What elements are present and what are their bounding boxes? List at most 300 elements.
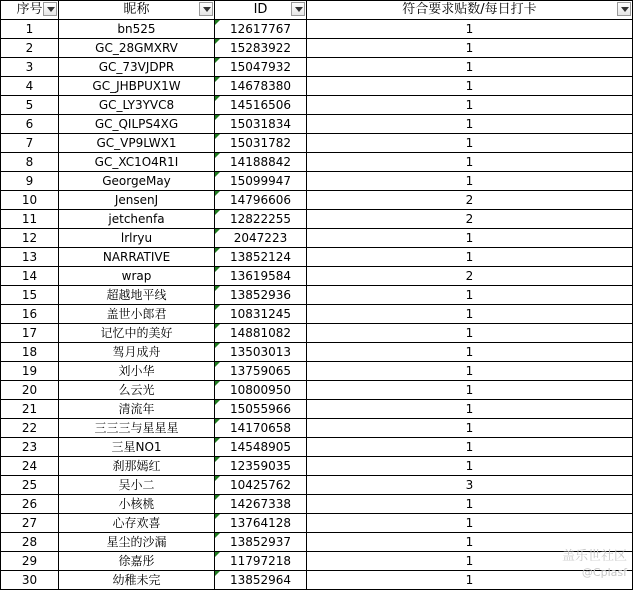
count-cell[interactable] (307, 381, 633, 400)
id-cell-text: 12822255 (229, 212, 292, 226)
nickname-cell-text: 盖世小郎君 (106, 307, 167, 321)
count-cell[interactable] (307, 267, 633, 286)
table-row (1, 533, 633, 552)
nickname-cell-text: 星尘的沙漏 (106, 535, 167, 549)
id-cell-text: 13852937 (229, 535, 292, 549)
table-row (1, 514, 633, 533)
number-as-text-indicator-icon (215, 229, 220, 234)
seq-cell[interactable] (1, 96, 59, 115)
number-as-text-indicator-icon (215, 400, 220, 405)
table-row (1, 571, 633, 590)
seq-cell-text: 30 (21, 573, 38, 587)
seq-cell-text: 13 (21, 250, 38, 264)
nickname-cell[interactable] (59, 96, 215, 115)
seq-cell[interactable] (1, 191, 59, 210)
id-cell-text: 12617767 (229, 22, 292, 36)
seq-cell[interactable] (1, 39, 59, 58)
id-cell-text: 15031782 (229, 136, 292, 150)
seq-cell[interactable] (1, 77, 59, 96)
id-cell-text: 15031834 (229, 117, 292, 131)
count-cell-text: 2 (465, 212, 474, 226)
filter-dropdown-seq-icon[interactable] (43, 2, 57, 16)
count-cell-text: 1 (465, 440, 474, 454)
id-cell-text: 15099947 (229, 174, 292, 188)
count-cell-text: 1 (465, 307, 474, 321)
nickname-cell-text: 心存欢喜 (112, 516, 161, 530)
nickname-cell[interactable] (59, 495, 215, 514)
count-cell-text: 1 (465, 250, 474, 264)
id-cell[interactable] (215, 305, 307, 324)
table-row (1, 172, 633, 191)
count-cell-text: 1 (465, 364, 474, 378)
id-cell-text: 13503013 (229, 345, 292, 359)
id-cell-text: 14267338 (229, 497, 292, 511)
table-row (1, 77, 633, 96)
seq-cell-text: 19 (21, 364, 38, 378)
count-cell-text: 1 (465, 155, 474, 169)
number-as-text-indicator-icon (215, 571, 220, 576)
number-as-text-indicator-icon (215, 172, 220, 177)
nickname-cell[interactable] (59, 305, 215, 324)
seq-cell[interactable] (1, 210, 59, 229)
seq-cell[interactable] (1, 495, 59, 514)
header-row (1, 1, 633, 20)
nickname-cell[interactable] (59, 457, 215, 476)
id-cell[interactable] (215, 476, 307, 495)
count-cell-text: 2 (465, 269, 474, 283)
id-cell-text: 14548905 (229, 440, 292, 454)
seq-cell[interactable] (1, 229, 59, 248)
count-cell-text: 1 (465, 497, 474, 511)
number-as-text-indicator-icon (215, 20, 220, 25)
seq-cell-text: 18 (21, 345, 38, 359)
id-cell-text: 13852936 (229, 288, 292, 302)
count-cell[interactable] (307, 191, 633, 210)
seq-cell[interactable] (1, 267, 59, 286)
nickname-cell-text: GC_VP9LWX1 (96, 136, 177, 150)
id-cell-text: 14881082 (229, 326, 292, 340)
nickname-cell-text: 刹那嫣红 (112, 459, 161, 473)
seq-cell[interactable] (1, 552, 59, 571)
number-as-text-indicator-icon (215, 134, 220, 139)
nickname-cell-text: jetchenfa (108, 212, 165, 226)
nickname-cell-text: NARRATIVE (102, 250, 171, 264)
nickname-cell-text: 么云光 (118, 383, 155, 397)
table-row (1, 324, 633, 343)
seq-cell[interactable] (1, 134, 59, 153)
count-cell[interactable] (307, 172, 633, 191)
nickname-cell-text: 清流年 (118, 402, 155, 416)
id-cell[interactable] (215, 362, 307, 381)
number-as-text-indicator-icon (215, 552, 220, 557)
nickname-cell[interactable] (59, 343, 215, 362)
count-cell-text: 1 (465, 174, 474, 188)
nickname-cell-text: GC_73VJDPR (98, 60, 175, 74)
nickname-cell-text: GC_LY3YVC8 (98, 98, 175, 112)
count-cell-text: 1 (465, 554, 474, 568)
id-cell-text: 15047932 (229, 60, 292, 74)
count-cell[interactable] (307, 77, 633, 96)
nickname-cell-text: GC_28GMXRV (95, 41, 178, 55)
count-cell-text: 1 (465, 421, 474, 435)
number-as-text-indicator-icon (215, 191, 220, 196)
count-cell[interactable] (307, 457, 633, 476)
count-cell[interactable] (307, 324, 633, 343)
count-cell[interactable] (307, 153, 633, 172)
header-nickname-cell (59, 1, 215, 20)
count-cell[interactable] (307, 20, 633, 39)
seq-cell[interactable] (1, 362, 59, 381)
nickname-cell[interactable] (59, 77, 215, 96)
id-cell[interactable] (215, 457, 307, 476)
number-as-text-indicator-icon (215, 476, 220, 481)
seq-cell[interactable] (1, 457, 59, 476)
id-cell-text: 13852964 (229, 573, 292, 587)
number-as-text-indicator-icon (215, 267, 220, 272)
count-cell[interactable] (307, 343, 633, 362)
count-cell[interactable] (307, 476, 633, 495)
header-id-cell (215, 1, 307, 20)
nickname-cell[interactable] (59, 153, 215, 172)
count-cell[interactable] (307, 210, 633, 229)
seq-cell-text: 1 (25, 22, 34, 36)
count-cell[interactable] (307, 248, 633, 267)
table-row (1, 552, 633, 571)
seq-cell[interactable] (1, 419, 59, 438)
id-cell-text: 13764128 (229, 516, 292, 530)
count-cell[interactable] (307, 400, 633, 419)
table-row (1, 381, 633, 400)
count-cell[interactable] (307, 229, 633, 248)
id-cell[interactable] (215, 514, 307, 533)
count-cell[interactable] (307, 134, 633, 153)
number-as-text-indicator-icon (215, 96, 220, 101)
count-cell-text: 2 (465, 193, 474, 207)
seq-cell[interactable] (1, 533, 59, 552)
number-as-text-indicator-icon (215, 362, 220, 367)
count-cell[interactable] (307, 495, 633, 514)
nickname-cell[interactable] (59, 134, 215, 153)
seq-cell-text: 26 (21, 497, 38, 511)
table-row (1, 153, 633, 172)
count-cell-text: 1 (465, 231, 474, 245)
nickname-cell[interactable] (59, 476, 215, 495)
count-cell-text: 1 (465, 98, 474, 112)
number-as-text-indicator-icon (215, 343, 220, 348)
count-cell-text: 1 (465, 383, 474, 397)
nickname-cell-text: GeorgeMay (102, 174, 171, 188)
id-cell[interactable] (215, 438, 307, 457)
nickname-cell[interactable] (59, 115, 215, 134)
nickname-cell-text: JensenJ (114, 193, 159, 207)
count-cell[interactable] (307, 362, 633, 381)
nickname-cell[interactable] (59, 400, 215, 419)
seq-cell[interactable] (1, 172, 59, 191)
seq-cell-text: 17 (21, 326, 38, 340)
nickname-cell[interactable] (59, 20, 215, 39)
count-cell-text: 1 (465, 459, 474, 473)
number-as-text-indicator-icon (215, 514, 220, 519)
seq-cell-text: 28 (21, 535, 38, 549)
header-id-label: ID (253, 2, 268, 17)
count-cell-text: 1 (465, 117, 474, 131)
nickname-cell-text: GC_QILPS4XG (94, 117, 179, 131)
seq-cell-text: 16 (21, 307, 38, 321)
header-seq-cell (1, 1, 59, 20)
table-row (1, 305, 633, 324)
nickname-cell-text: 三星NO1 (111, 440, 162, 454)
id-cell[interactable] (215, 324, 307, 343)
id-cell-text: 13619584 (229, 269, 292, 283)
id-cell[interactable] (215, 191, 307, 210)
nickname-cell[interactable] (59, 381, 215, 400)
id-cell[interactable] (215, 229, 307, 248)
count-cell[interactable] (307, 438, 633, 457)
nickname-cell[interactable] (59, 419, 215, 438)
id-cell[interactable] (215, 571, 307, 590)
nickname-cell[interactable] (59, 533, 215, 552)
nickname-cell-text: 小核桃 (118, 497, 155, 511)
seq-cell-text: 25 (21, 478, 38, 492)
filter-dropdown-nickname-icon[interactable] (199, 2, 213, 16)
table-row (1, 267, 633, 286)
id-cell[interactable] (215, 533, 307, 552)
id-cell-text: 12359035 (229, 459, 292, 473)
filter-dropdown-count-icon[interactable] (617, 2, 631, 16)
id-cell[interactable] (215, 343, 307, 362)
id-cell[interactable] (215, 77, 307, 96)
seq-cell-text: 23 (21, 440, 38, 454)
seq-cell-text: 5 (25, 98, 34, 112)
nickname-cell[interactable] (59, 362, 215, 381)
number-as-text-indicator-icon (215, 286, 220, 291)
seq-cell[interactable] (1, 58, 59, 77)
seq-cell-text: 10 (21, 193, 38, 207)
nickname-cell[interactable] (59, 191, 215, 210)
seq-cell[interactable] (1, 286, 59, 305)
count-cell[interactable] (307, 305, 633, 324)
table-row (1, 457, 633, 476)
seq-cell[interactable] (1, 381, 59, 400)
id-cell-text: 14516506 (229, 98, 292, 112)
nickname-cell-text: GC_JHBPUX1W (92, 79, 181, 93)
seq-cell-text: 7 (25, 136, 34, 150)
nickname-cell-text: GC_XC1O4R1I (94, 155, 179, 169)
id-cell[interactable] (215, 210, 307, 229)
number-as-text-indicator-icon (215, 419, 220, 424)
nickname-cell[interactable] (59, 438, 215, 457)
count-cell[interactable] (307, 419, 633, 438)
seq-cell[interactable] (1, 438, 59, 457)
number-as-text-indicator-icon (215, 495, 220, 500)
seq-cell[interactable] (1, 115, 59, 134)
table-row (1, 362, 633, 381)
nickname-cell-text: 幼稚未完 (112, 573, 161, 587)
id-cell[interactable] (215, 495, 307, 514)
nickname-cell-text: 驾月成舟 (112, 345, 161, 359)
seq-cell-text: 24 (21, 459, 38, 473)
id-cell-text: 2047223 (233, 231, 288, 245)
nickname-cell[interactable] (59, 229, 215, 248)
seq-cell[interactable] (1, 514, 59, 533)
watermark-site: 盖乐世社区 (561, 549, 627, 564)
table-row (1, 58, 633, 77)
seq-cell[interactable] (1, 20, 59, 39)
nickname-cell[interactable] (59, 552, 215, 571)
number-as-text-indicator-icon (215, 115, 220, 120)
nickname-cell-text: 刘小华 (118, 364, 155, 378)
filter-dropdown-id-icon[interactable] (291, 2, 305, 16)
id-cell-text: 14170658 (229, 421, 292, 435)
id-cell[interactable] (215, 58, 307, 77)
nickname-cell[interactable] (59, 286, 215, 305)
nickname-cell[interactable] (59, 248, 215, 267)
id-cell-text: 13759065 (229, 364, 292, 378)
number-as-text-indicator-icon (215, 305, 220, 310)
count-cell-text: 1 (465, 288, 474, 302)
id-cell-text: 13852124 (229, 250, 292, 264)
seq-cell[interactable] (1, 400, 59, 419)
nickname-cell[interactable] (59, 210, 215, 229)
number-as-text-indicator-icon (215, 153, 220, 158)
id-cell-text: 11797218 (229, 554, 292, 568)
id-cell[interactable] (215, 20, 307, 39)
id-cell-text: 10800950 (229, 383, 292, 397)
id-cell[interactable] (215, 153, 307, 172)
number-as-text-indicator-icon (215, 248, 220, 253)
id-cell[interactable] (215, 134, 307, 153)
count-cell[interactable] (307, 58, 633, 77)
nickname-cell-text: lrlryu (120, 231, 153, 245)
count-cell[interactable] (307, 115, 633, 134)
table-row (1, 96, 633, 115)
watermark-user: @Cplasf (581, 566, 627, 579)
seq-cell-text: 29 (21, 554, 38, 568)
count-cell-text: 1 (465, 535, 474, 549)
nickname-cell-text: wrap (121, 269, 152, 283)
number-as-text-indicator-icon (215, 533, 220, 538)
seq-cell-text: 22 (21, 421, 38, 435)
id-cell[interactable] (215, 419, 307, 438)
nickname-cell[interactable] (59, 58, 215, 77)
nickname-cell[interactable] (59, 39, 215, 58)
seq-cell[interactable] (1, 343, 59, 362)
table-row (1, 438, 633, 457)
id-cell[interactable] (215, 286, 307, 305)
table-row (1, 495, 633, 514)
nickname-cell[interactable] (59, 571, 215, 590)
nickname-cell-text: 超越地平线 (106, 288, 167, 302)
seq-cell-text: 11 (21, 212, 38, 226)
id-cell[interactable] (215, 267, 307, 286)
id-cell-text: 15283922 (229, 41, 292, 55)
seq-cell[interactable] (1, 305, 59, 324)
number-as-text-indicator-icon (215, 381, 220, 386)
table-row (1, 20, 633, 39)
id-cell[interactable] (215, 172, 307, 191)
number-as-text-indicator-icon (215, 39, 220, 44)
id-cell-text: 10425762 (229, 478, 292, 492)
seq-cell-text: 9 (25, 174, 34, 188)
nickname-cell[interactable] (59, 172, 215, 191)
table-row (1, 229, 633, 248)
seq-cell-text: 3 (25, 60, 34, 74)
seq-cell[interactable] (1, 476, 59, 495)
id-cell-text: 10831245 (229, 307, 292, 321)
id-cell[interactable] (215, 381, 307, 400)
id-cell[interactable] (215, 115, 307, 134)
seq-cell-text: 8 (25, 155, 34, 169)
id-cell[interactable] (215, 248, 307, 267)
table-row (1, 343, 633, 362)
count-cell[interactable] (307, 514, 633, 533)
number-as-text-indicator-icon (215, 324, 220, 329)
seq-cell[interactable] (1, 248, 59, 267)
id-cell[interactable] (215, 96, 307, 115)
seq-cell-text: 6 (25, 117, 34, 131)
id-cell[interactable] (215, 400, 307, 419)
table-row (1, 115, 633, 134)
count-cell[interactable] (307, 286, 633, 305)
id-cell-text: 14188842 (229, 155, 292, 169)
seq-cell-text: 27 (21, 516, 38, 530)
count-cell[interactable] (307, 39, 633, 58)
seq-cell-text: 12 (21, 231, 38, 245)
number-as-text-indicator-icon (215, 210, 220, 215)
table-row (1, 476, 633, 495)
number-as-text-indicator-icon (215, 58, 220, 63)
nickname-cell-text: 三三三与星星星 (94, 421, 179, 435)
table-row (1, 248, 633, 267)
id-cell-text: 15055966 (229, 402, 292, 416)
nickname-cell-text: 记忆中的美好 (100, 326, 173, 340)
seq-cell[interactable] (1, 571, 59, 590)
count-cell-text: 1 (465, 41, 474, 55)
seq-cell-text: 21 (21, 402, 38, 416)
number-as-text-indicator-icon (215, 438, 220, 443)
seq-cell[interactable] (1, 324, 59, 343)
table-row (1, 134, 633, 153)
count-cell-text: 1 (465, 136, 474, 150)
count-cell-text: 1 (465, 345, 474, 359)
nickname-cell[interactable] (59, 267, 215, 286)
seq-cell-text: 20 (21, 383, 38, 397)
table-body (1, 20, 633, 590)
watermark (562, 549, 627, 581)
id-cell[interactable] (215, 39, 307, 58)
nickname-cell[interactable] (59, 514, 215, 533)
count-cell-text: 1 (465, 22, 474, 36)
count-cell[interactable] (307, 96, 633, 115)
seq-cell-text: 15 (21, 288, 38, 302)
seq-cell[interactable] (1, 153, 59, 172)
count-cell-text: 1 (465, 79, 474, 93)
seq-cell-text: 2 (25, 41, 34, 55)
seq-cell-text: 14 (21, 269, 38, 283)
nickname-cell-text: 吴小二 (118, 478, 155, 492)
count-cell-text: 1 (465, 402, 474, 416)
count-cell-text: 1 (465, 326, 474, 340)
id-cell[interactable] (215, 552, 307, 571)
header-nickname-label: 昵称 (123, 2, 150, 17)
nickname-cell[interactable] (59, 324, 215, 343)
table-row (1, 286, 633, 305)
count-cell-text: 3 (465, 478, 474, 492)
nickname-cell-text: 徐嘉彤 (118, 554, 155, 568)
nickname-cell-text: bn525 (117, 22, 156, 36)
table-row (1, 400, 633, 419)
table-row (1, 191, 633, 210)
